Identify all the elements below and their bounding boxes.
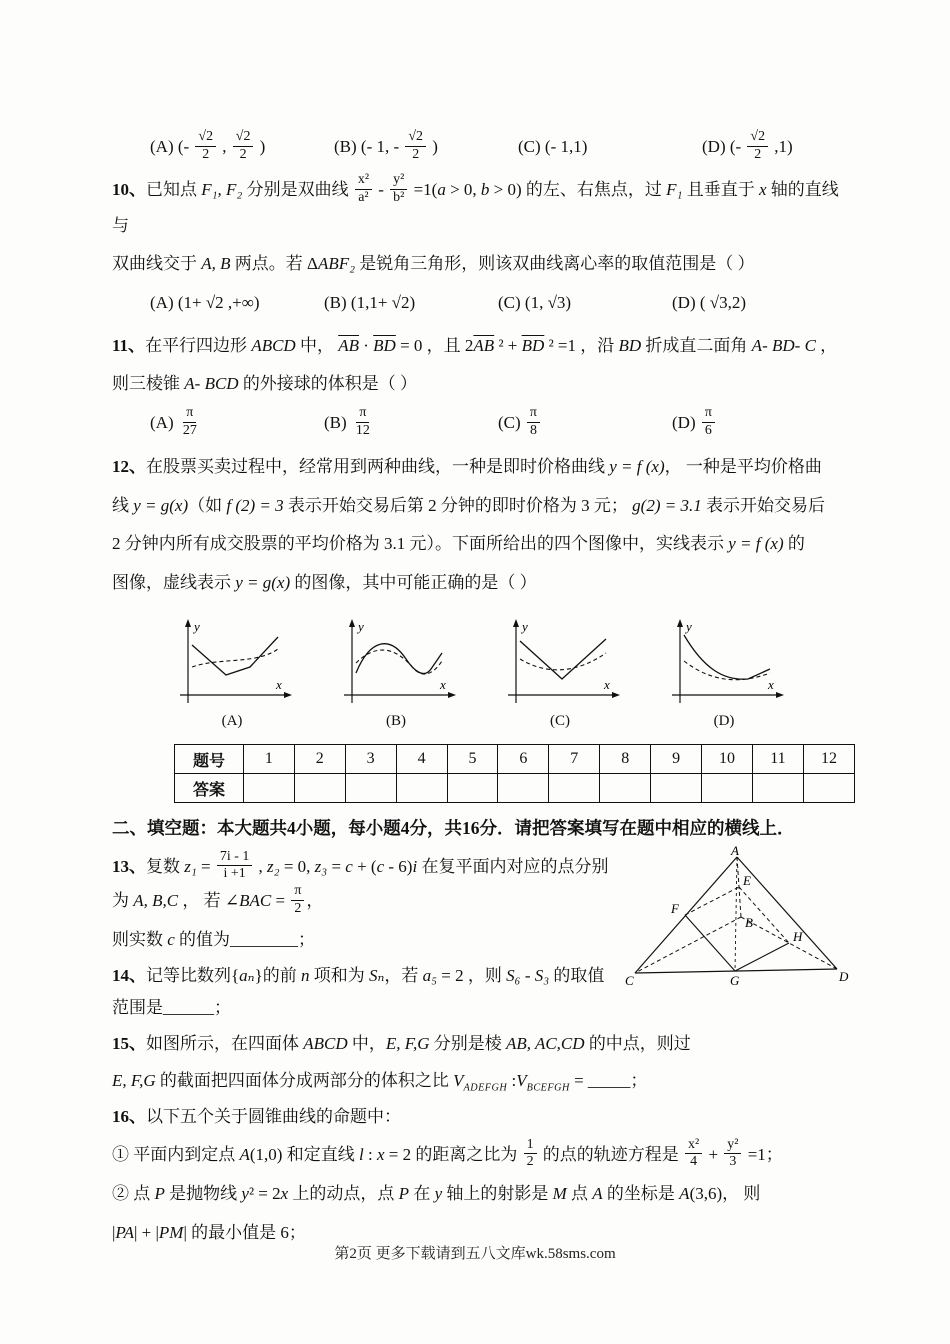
qnum-cell: 2 (294, 745, 345, 774)
q12-graph-c (498, 615, 622, 730)
answer-cell[interactable] (600, 774, 651, 803)
qnum-cell: 11 (752, 745, 803, 774)
q10-text-line2: 双曲线交于 A, B 两点。若 ΔABF₂ 是锐角三角形，则该双曲线离心率的取值范围是（ ） (112, 253, 755, 273)
q16-statement-2-line1: ② 点 P 是抛物线 y² = 2x 上的动点，点 P 在 y 轴上的射影是 M 点 A 的坐标是 A(3,6)， 则 (112, 1184, 761, 1204)
midpoint-label-F: F (671, 900, 679, 916)
midpoint-label-E: E (743, 872, 751, 888)
qnum-cell: 7 (549, 745, 600, 774)
q12-graphs-row (112, 615, 855, 730)
x-axis-arrow-icon (776, 692, 784, 698)
x-axis-arrow-icon (284, 692, 292, 698)
q9-option-b: (B) (- 1, - $\frac{√2}{2}$ ) (334, 128, 438, 162)
q12-graph-b (334, 615, 458, 730)
x-axis-label: x (276, 677, 282, 693)
q11-option-a: (A) $\frac{\pi}{27}$ (150, 405, 197, 438)
q12-text-line4: 图像，虚线表示 y = g(x) 的图像，其中可能正确的是（ ） (112, 573, 537, 593)
midpoint-label-H: H (793, 928, 803, 944)
q16-text-intro: 16、以下五个关于圆锥曲线的命题中： (112, 1107, 401, 1127)
qnum-cell: 12 (803, 745, 854, 774)
answer-cell[interactable] (702, 774, 753, 803)
answer-cell[interactable] (752, 774, 803, 803)
q10-text-line1: 10、已知点 F₁, F₂ 分别是双曲线 $\frac{\text{x²}}{\text{a²}}$ - $\frac{\text{y²}}{\text{b²}}$ =1(a > 0, b > 0) 的左、右焦点，过 F₁ 且垂直于 x 轴的直线与 (112, 172, 839, 235)
qnum-cell: 10 (702, 745, 753, 774)
answer-cell[interactable] (447, 774, 498, 803)
q12-text-line2: 线 y = g(x)（如 f (2) = 3 表示开始交易后第 2 分钟的即时价格为 3 元； g(2) = 3.1 表示开始交易后 (112, 495, 825, 515)
qnum-cell: 6 (498, 745, 549, 774)
q10-option-c: (C) (1, √3) (498, 292, 572, 312)
qnum-cell: 9 (651, 745, 702, 774)
vertex-label-C: C (625, 972, 634, 988)
x-axis-label: x (768, 677, 774, 693)
edge-BC (635, 917, 741, 973)
qnum-cell: 3 (345, 745, 396, 774)
solid-price-curve (192, 637, 278, 675)
q13-text-line2: 则实数 c 的值为________； (112, 929, 316, 949)
graph-d-label: (D) (713, 713, 735, 730)
x-axis-label: x (440, 677, 446, 693)
tetrahedron-plot (625, 845, 855, 995)
section-GH (735, 943, 789, 971)
graph-d-plot (662, 615, 786, 711)
answer-cell[interactable] (396, 774, 447, 803)
answer-table-alabel: 答案 (175, 774, 244, 803)
dashed-average-curve (520, 653, 606, 670)
q14-text-line1: 14、记等比数列{aₙ}的前 n 项和为 Sₙ，若 a₅ = 2 ，则 S₆ - S₃ 的取值范围是______； (112, 965, 605, 1018)
y-axis-label: y (194, 619, 200, 635)
q15-tetrahedron-figure (625, 845, 855, 995)
q15-text-line1: 15、如图所示，在四面体 ABCD 中，E, F,G 分别是棱 AB, AC,CD 的中点，则过 (112, 1034, 691, 1054)
qnum-cell: 8 (600, 745, 651, 774)
edge-AD (737, 857, 837, 969)
vertex-label-A: A (731, 844, 739, 858)
section-FE (685, 887, 739, 915)
answer-cell[interactable] (549, 774, 600, 803)
graph-c-plot (498, 615, 622, 711)
q11-option-c: (C) $\frac{\pi}{8}$ (498, 404, 672, 441)
q10-option-a: (A) (1+ √2 ,+∞) (150, 292, 260, 312)
answer-table-qlabel: 题号 (175, 745, 244, 774)
qnum-cell: 5 (447, 745, 498, 774)
q11-option-d: (D) $\frac{\pi}{6}$ (672, 404, 846, 441)
q16-statement-1: ① 平面内到定点 A(1,0) 和定直线 l : x = 2 的距离之比为 $\frac{1}{2}$ 的点的轨迹方程是 $\frac{\text{x²}}{4}$ + $\frac{\text{y²}}{3}$ =1； (112, 1136, 783, 1170)
answer-cell[interactable] (498, 774, 549, 803)
solid-price-curve (684, 635, 770, 679)
midpoint-label-G: G (730, 972, 740, 988)
answer-table-answer-row (175, 774, 855, 803)
page-footer: 第2页 更多下载请到五八文库wk.58sms.com (334, 1246, 616, 1262)
graph-b-label: (B) (386, 713, 406, 730)
vertex-label-B: B (745, 914, 753, 930)
y-axis-label: y (686, 619, 692, 635)
q12-graph-d (662, 615, 786, 730)
q16-statement-2-line2: |PA| + |PM| 的最小值是 6； (112, 1222, 306, 1242)
answer-cell[interactable] (803, 774, 854, 803)
graph-a-plot (170, 615, 294, 711)
q10-option-b: (B) (1,1+ √2) (324, 292, 416, 312)
q12-text-line3: 2 分钟内所有成交股票的平均价格为 3.1 元）。下面所给出的四个图像中，实线表示 y = f (x) 的 (112, 534, 805, 554)
answer-table (174, 744, 855, 803)
x-axis-label: x (604, 677, 610, 693)
y-axis-arrow-icon (349, 619, 355, 627)
q9-option-c: (C) (- 1,1) (518, 137, 588, 156)
section-FG (685, 915, 735, 971)
y-axis-label: y (358, 619, 364, 635)
vertex-label-D: D (839, 968, 849, 984)
x-axis-arrow-icon (448, 692, 456, 698)
answer-cell[interactable] (243, 774, 294, 803)
q10-option-d: (D) ( √3,2) (672, 292, 747, 312)
q11-text-line2: 则三棱锥 A- BCD 的外接球的体积是（ ） (112, 374, 418, 394)
y-axis-label: y (522, 619, 528, 635)
answer-cell[interactable] (345, 774, 396, 803)
q9-options-row (112, 128, 855, 165)
q12-text-line1: 12、在股票买卖过程中，经常用到两种曲线，一种是即时价格曲线 y = f (x)， 一种是平均价格曲 (112, 456, 822, 476)
q10-options-row (112, 284, 855, 321)
altitude-AG (735, 857, 737, 971)
graph-a-label: (A) (221, 713, 243, 730)
graph-c-label: (C) (550, 713, 570, 730)
q11-options-row (112, 404, 855, 441)
y-axis-arrow-icon (185, 619, 191, 627)
q15-text-line2: E, F,G 的截面把四面体分成两部分的体积之比 $V_{ADEFGH}$ $:V_{BCEFGH}$ = _____； (112, 1070, 648, 1094)
q11-text-line1: 11、在平行四边形 ABCD 中， $\overline{AB} \cdot \overline{BD} = 0$ ，且 $2\overline{AB}$ $^2 + \overline{BD}$ ² =1 ，沿 BD 折成直二面角 A- BD- C ， (112, 336, 838, 356)
q9-option-d: (D) (- $\frac{√2}{2}$ ,1) (702, 128, 793, 162)
section2-heading: 二、填空题：本大题共4小题，每小题4分，共16分．请把答案填写在题中相应的横线上． (112, 818, 795, 839)
qnum-cell: 1 (243, 745, 294, 774)
x-axis-arrow-icon (612, 692, 620, 698)
q13-text-line1: 13、复数 z₁ = $\frac{7i - 1}{i +1}$ , z₂ = 0, z₃ = c + (c - 6)i 在复平面内对应的点分别为 A, B,C ， 若 ∠BAC = $\frac{\pi}{2}$ ， (112, 848, 609, 916)
answer-cell[interactable] (651, 774, 702, 803)
answer-cell[interactable] (294, 774, 345, 803)
q9-option-a: (A) (- $\frac{√2}{2}$ , $\frac{√2}{2}$ ) (150, 128, 266, 162)
solid-price-curve (520, 639, 606, 679)
answer-table-number-row (175, 745, 855, 774)
qnum-cell: 4 (396, 745, 447, 774)
q11-option-b: (B) $\frac{\pi}{12}$ (324, 405, 370, 438)
y-axis-arrow-icon (513, 619, 519, 627)
graph-b-plot (334, 615, 458, 711)
q12-graph-a (170, 615, 294, 730)
solid-price-curve (356, 644, 442, 674)
y-axis-arrow-icon (677, 619, 683, 627)
